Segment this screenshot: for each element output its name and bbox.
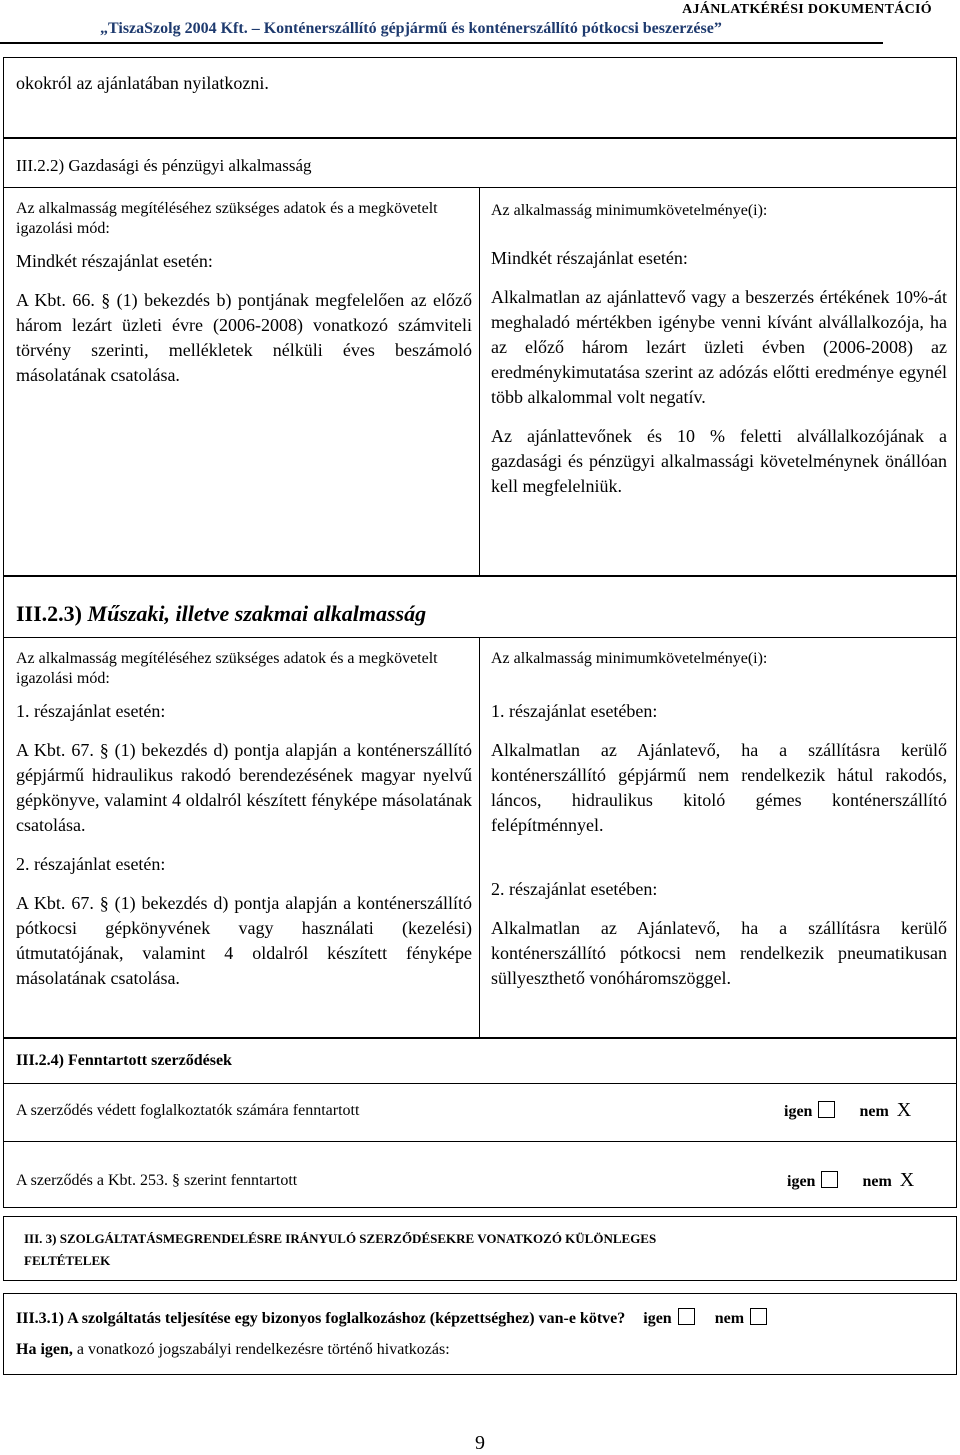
right-body-2: Az ajánlattevőnek és 10 % feletti alvállalkozójának a gazdasági és pénzügyi alkalmassági követelménynek önállóan kell megfelelniük. (491, 426, 947, 496)
row-divider (4, 1141, 956, 1142)
row-kbt-253-options (787, 1169, 914, 1192)
column-divider (479, 187, 480, 575)
section-3-2-3-title (16, 601, 426, 627)
header-rule (0, 42, 883, 44)
section-3-2-3-text: Műszaki, illetve szakmai alkalmasság (87, 601, 427, 626)
question-row (16, 1308, 771, 1328)
right-sub: Mindkét részajánlat esetén: (491, 248, 688, 268)
section-3-2-4 (3, 1038, 957, 1208)
section-3-2-3-num: III.2.3) (16, 601, 83, 626)
right-column (491, 201, 947, 499)
no-checkbox-x-mark[interactable]: X (899, 1169, 915, 1191)
ha-igen-label: Ha igen, (16, 1341, 73, 1358)
left-sub: Mindkét részajánlat esetén: (16, 251, 213, 271)
top-text-box (3, 57, 957, 138)
left-sub-1: 1. részajánlat esetén: (16, 701, 166, 721)
no-label: nem (714, 1310, 745, 1327)
row-protected-employers-text: A szerződés védett foglalkoztatók számára fenntartott (16, 1102, 360, 1119)
section-3-3-1 (3, 1293, 957, 1375)
left-label: Az alkalmasság megítéléséhez szükséges adatok és a megkövetelt igazolási mód: (16, 200, 438, 237)
row-kbt-253-text: A szerződés a Kbt. 253. § szerint fenntartott (16, 1172, 298, 1189)
right-label: Az alkalmasság minimumkövetelménye(i): (491, 202, 768, 219)
left-body: A Kbt. 66. § (1) bekezdés b) pontjának megfelelően az előző három lezárt üzleti évre (2006-2008) vonatkozó számviteli törvény szerinti, mellékletek nélküli éves beszámoló másolatának csatolása. (16, 290, 472, 385)
yes-checkbox[interactable] (818, 1101, 835, 1118)
section-divider (4, 187, 956, 188)
no-label: nem (862, 1173, 892, 1190)
yes-label: igen (643, 1310, 672, 1327)
yes-label: igen (787, 1173, 816, 1190)
row-protected-employers-options (784, 1099, 911, 1122)
question-text: III.3.1) A szolgáltatás teljesítése egy bizonyos foglalkozáshoz (képzettséghez) van-e kötve? (16, 1310, 626, 1327)
page-number: 9 (475, 1432, 485, 1454)
left-column (16, 649, 472, 991)
yes-checkbox[interactable] (821, 1171, 838, 1188)
right-column (491, 649, 947, 991)
doc-subtitle: „TiszaSzolg 2004 Kft. – Konténerszállító gépjármű és konténerszállító pótkocsi beszerzése” (100, 20, 722, 37)
yes-checkbox[interactable] (678, 1308, 695, 1325)
yes-label: igen (784, 1103, 813, 1120)
left-body-2: A Kbt. 67. § (1) bekezdés d) pontja alapján a konténerszállító pótkocsi gépkönyvének vagy használati (kezelési) útmutatójának, valamint 4 oldalról készített fényképe másolatának csatolása. (16, 893, 472, 988)
section-divider (4, 637, 956, 638)
section-3-2-4-title: III.2.4) Fenntartott szerződések (16, 1052, 232, 1069)
section-divider (4, 1083, 956, 1084)
right-body-1: Alkalmatlan az ajánlattevő vagy a beszerzés értékének 10%-át meghaladó mértékben igénybe venni kívánt alvállalkozója, ha az előző három lezárt üzleti évben (2006-2008) az eredménykimutatása szerint az adózás előtti eredménye egynél több alkalommal volt negatív. (491, 287, 947, 407)
right-sub-1: 1. részajánlat esetében: (491, 701, 658, 721)
left-label: Az alkalmasság megítéléséhez szükséges adatok és a megkövetelt igazolási mód: (16, 650, 438, 687)
section-3-2-3 (3, 576, 957, 1038)
right-sub-2: 2. részajánlat esetében: (491, 879, 658, 899)
section-3-3-title-line-1: III. 3) SZOLGÁLTATÁSMEGRENDELÉSRE IRÁNYULÓ SZERZŐDÉSEKRE VONATKOZÓ KÜLÖNLEGES (24, 1231, 657, 1246)
doc-title: AJÁNLATKÉRÉSI DOKUMENTÁCIÓ (682, 2, 932, 17)
left-column (16, 199, 472, 388)
left-body-1: A Kbt. 67. § (1) bekezdés d) pontja alapján a konténerszállító gépjármű hidraulikus rakodó berendezésének magyar nyelvű gépkönyve, valamint 4 oldalról készített fényképe másolatának csatolása. (16, 740, 472, 835)
section-3-3-title-line-2: FELTÉTELEK (24, 1253, 111, 1268)
section-3-2-2-title: III.2.2) Gazdasági és pénzügyi alkalmasság (16, 156, 312, 175)
no-label: nem (859, 1103, 889, 1120)
ha-igen-text: a vonatkozó jogszabályi rendelkezésre történő hivatkozás: (72, 1341, 450, 1358)
no-checkbox[interactable] (750, 1308, 767, 1325)
top-text: okokról az ajánlatában nyilatkozni. (16, 73, 269, 93)
right-label: Az alkalmasság minimumkövetelménye(i): (491, 650, 768, 667)
right-body-1: Alkalmatlan az Ajánlatevő, ha a szállításra kerülő konténerszállító gépjármű nem rendelkezik hátul rakodós, láncos, hidraulikus kitoló gémes konténerszállító felépítménnyel. (491, 740, 947, 835)
column-divider (479, 637, 480, 1037)
section-3-2-2 (3, 138, 957, 576)
right-body-2: Alkalmatlan az Ajánlatevő, ha a szállításra kerülő konténerszállító pótkocsi nem rendelkezik pneumatikusan süllyeszthető vonóháromszöggel. (491, 918, 947, 988)
left-sub-2: 2. részajánlat esetén: (16, 854, 166, 874)
no-checkbox-x-mark[interactable]: X (896, 1099, 912, 1121)
ha-igen-row (16, 1341, 450, 1359)
section-3-3 (3, 1216, 957, 1281)
